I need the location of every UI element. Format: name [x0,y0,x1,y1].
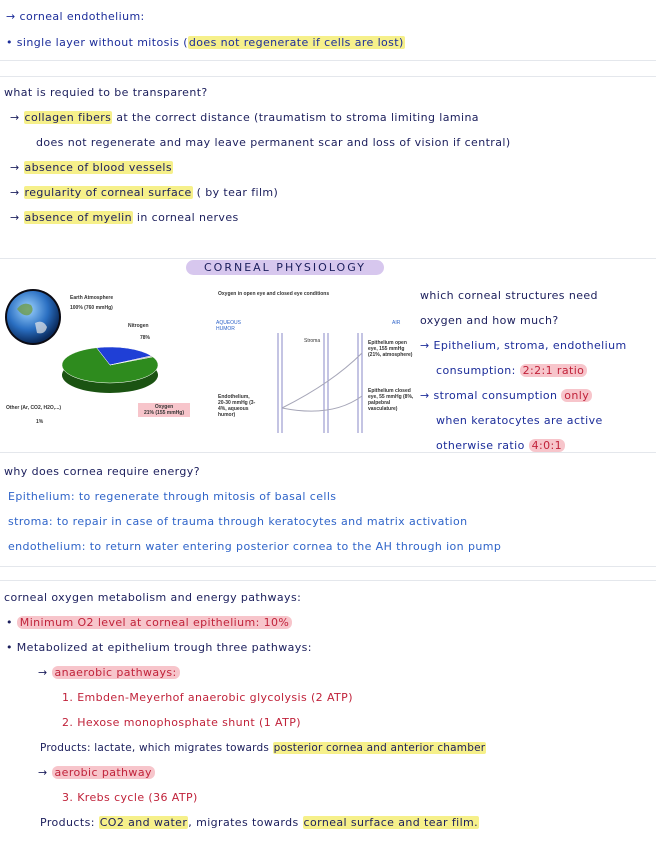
note-glycolysis: 1. Embden-Meyerhof anaerobic glycolysis (2 ATP) [62,691,353,704]
note-otherwise-ratio: otherwise ratio 4:0:1 [436,439,565,453]
note-endothelium-energy: endothelium: to return water entering posterior cornea to the AH through ion pump [8,540,502,553]
atmosphere-figure [0,285,205,435]
note-anaerobic: → anaerobic pathways: [38,666,180,680]
nitrogen-label: Nitrogen [128,323,149,329]
oxygen-cornea-figure [212,288,417,438]
note-line-blood-vessels: → absence of blood vessels [10,161,172,174]
oxygen-pct: 21% (155 mmHg) [143,410,184,416]
ruled-line [0,580,656,581]
note-stroma-energy: stroma: to repair in case of trauma through keratocytes and matrix activation [8,515,468,528]
stroma-label: Stroma [304,338,321,344]
note-three-pathways: • Metabolized at epithelium trough three pathways: [6,641,312,654]
note-line-regularity: → regularity of corneal surface ( by tear film) [10,186,279,199]
atmosphere-subtitle: 100% (760 mmHg) [70,305,113,311]
atmosphere-title: Earth Atmosphere [70,295,114,301]
note-stromal-consumption: → stromal consumption only [420,389,592,403]
note-aerobic: → aerobic pathway [38,766,155,780]
note-hexose-shunt: 2. Hexose monophosphate shunt (1 ATP) [62,716,301,729]
endothelium-label: Endothelium, 20-30 mmHg (3-4%, aqueous humor) [218,394,256,418]
heading-transparency: what is requied to be transparent? [4,86,208,99]
note-epithelium-energy: Epithelium: to regenerate through mitosis of basal cells [8,490,337,503]
note-lactate-products: Products: lactate, which migrates towards posterior cornea and anterior chamber [40,742,486,754]
ruled-line [0,566,656,567]
epithelium-closed-label: Epithelium closed eye, 55 mmHg (8%, palpebral vasculature) [368,388,414,412]
oxygen-box [138,403,190,417]
other-pct: 1% [36,419,44,425]
aqueous-label: AQUEOUS HUMOR [216,320,242,332]
ruled-line [0,258,656,259]
note-line-myelin: → absence of myelin in corneal nerves [10,211,239,224]
earth-icon [3,287,63,347]
note-line-regenerate: does not regenerate and may leave permanent scar and loss of vision if central) [36,136,511,149]
ruled-line [0,60,656,61]
oxygen-figure-title: Oxygen in open eye and closed eye conditions [218,291,330,297]
question-oxygen-1: which corneal structures need [420,289,598,302]
other-label: Other (Ar, CO2, H2O,...) [6,405,62,411]
note-line-collagen: → collagen fibers at the correct distance (traumatism to stroma limiting lamina [10,111,479,124]
atmosphere-pie-chart [55,337,165,407]
oxygen-label: Oxygen [154,404,174,410]
question-oxygen-2: oxygen and how much? [420,314,559,327]
note-structures: → Epithelium, stroma, endothelium [420,339,627,352]
note-line-single-layer: • single layer without mitosis (does not regenerate if cells are lost) [6,36,404,49]
note-line-endothelium: → corneal endothelium: [6,10,145,23]
note-krebs: 3. Krebs cycle (36 ATP) [62,791,198,804]
nitrogen-pct: 78% [140,335,151,341]
note-minimum-o2: • Minimum O2 level at corneal epithelium: 10% [6,616,292,630]
note-keratocytes: when keratocytes are active [436,414,603,427]
ruled-line [0,76,656,77]
note-co2-products: Products: CO2 and water, migrates towards corneal surface and tear film. [40,816,479,829]
section-title: CORNEAL PHYSIOLOGY [186,261,384,275]
heading-metabolism: corneal oxygen metabolism and energy pathways: [4,591,302,604]
note-consumption: consumption: 2:2:1 ratio [436,364,587,378]
air-label: AIR [392,320,401,326]
epithelium-open-label: Epithelium open eye, 155 mmHg (21%, atmosphere) [368,340,413,358]
heading-energy: why does cornea require energy? [4,465,200,478]
